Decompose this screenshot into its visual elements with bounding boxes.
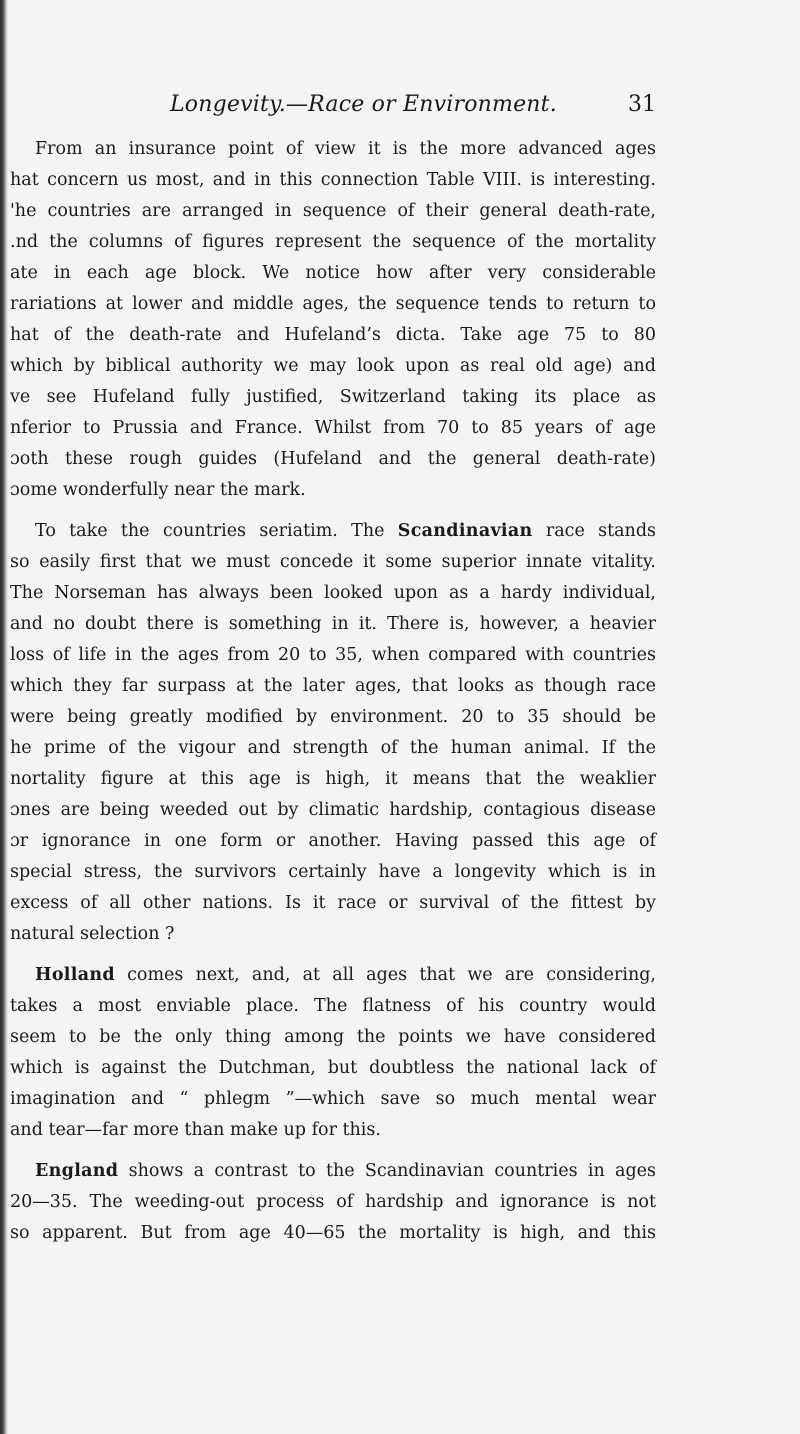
- text-line: 'he countries are arranged in sequence of their general death-rate,: [10, 201, 656, 221]
- region-heading-holland: Holland: [35, 965, 115, 985]
- text-line: which by biblical authority we may look upon as real old age) and: [10, 356, 656, 376]
- text-line: which they far surpass at the later ages, that looks as though race: [10, 676, 656, 696]
- text-line: ɔoth these rough guides (Hufeland and the general death-rate): [10, 449, 656, 469]
- text-line: loss of life in the ages from 20 to 35, when compared with countries: [10, 645, 656, 665]
- region-heading-scandinavian: Scandinavian: [397, 521, 533, 541]
- text-line: .nd the columns of figures represent the sequence of the mortality: [10, 232, 656, 252]
- running-head: [170, 92, 656, 122]
- text-line: ɔome wonderfully near the mark.: [10, 480, 306, 500]
- text-line: ɔr ignorance in one form or another. Having passed this age of: [10, 831, 656, 851]
- text-line: ve see Hufeland fully justified, Switzerland taking its place as: [10, 387, 656, 407]
- text-line: hat concern us most, and in this connection Table VIII. is interesting.: [10, 170, 656, 190]
- text-line: imagination and “ phlegm ”—which save so much mental wear: [10, 1089, 656, 1109]
- text-line: were being greatly modified by environment. 20 to 35 should be: [10, 707, 656, 727]
- text-line: takes a most enviable place. The flatness of his country would: [10, 996, 656, 1016]
- text-line: The Norseman has always been looked upon as a hardy individual,: [10, 583, 656, 603]
- text-line: and no doubt there is something in it. There is, however, a heavier: [10, 614, 656, 634]
- text-line: so easily first that we must concede it some superior innate vitality.: [10, 552, 656, 572]
- text-line: seem to be the only thing among the points we have considered: [10, 1027, 656, 1047]
- text-line: and tear—far more than make up for this.: [10, 1120, 381, 1140]
- page-gutter-shadow: [0, 0, 8, 1434]
- text-line: nortality figure at this age is high, it means that the weaklier: [10, 769, 656, 789]
- text-line: rariations at lower and middle ages, the sequence tends to return to: [10, 294, 656, 314]
- running-title: Longevity.—Race or Environment.: [170, 92, 557, 117]
- text-line: From an insurance point of view it is the more advanced ages: [35, 139, 656, 159]
- text-line: special stress, the survivors certainly have a longevity which is in: [10, 862, 656, 882]
- region-heading-england: England: [35, 1161, 119, 1181]
- text-line: so apparent. But from age 40—65 the mortality is high, and this: [10, 1223, 656, 1243]
- text-line: ɔnes are being weeded out by climatic hardship, contagious disease: [10, 800, 656, 820]
- text-line: nferior to Prussia and France. Whilst from 70 to 85 years of age: [10, 418, 656, 438]
- text-line: excess of all other nations. Is it race or survival of the fittest by: [10, 893, 656, 913]
- text-line: 20—35. The weeding-out process of hardship and ignorance is not: [10, 1192, 656, 1212]
- page-number: 31: [628, 92, 656, 117]
- text-line: ate in each age block. We notice how after very considerable: [10, 263, 656, 283]
- text-line: hat of the death-rate and Hufeland’s dicta. Take age 75 to 80: [10, 325, 656, 345]
- text-line: England shows a contrast to the Scandinavian countries in ages: [35, 1161, 656, 1181]
- text-line: natural selection ?: [10, 924, 175, 944]
- text-line: To take the countries seriatim. The Scandinavian race stands: [35, 521, 656, 541]
- text-line: he prime of the vigour and strength of the human animal. If the: [10, 738, 656, 758]
- text-line: which is against the Dutchman, but doubtless the national lack of: [10, 1058, 656, 1078]
- text-line: Holland comes next, and, at all ages that we are considering,: [35, 965, 656, 985]
